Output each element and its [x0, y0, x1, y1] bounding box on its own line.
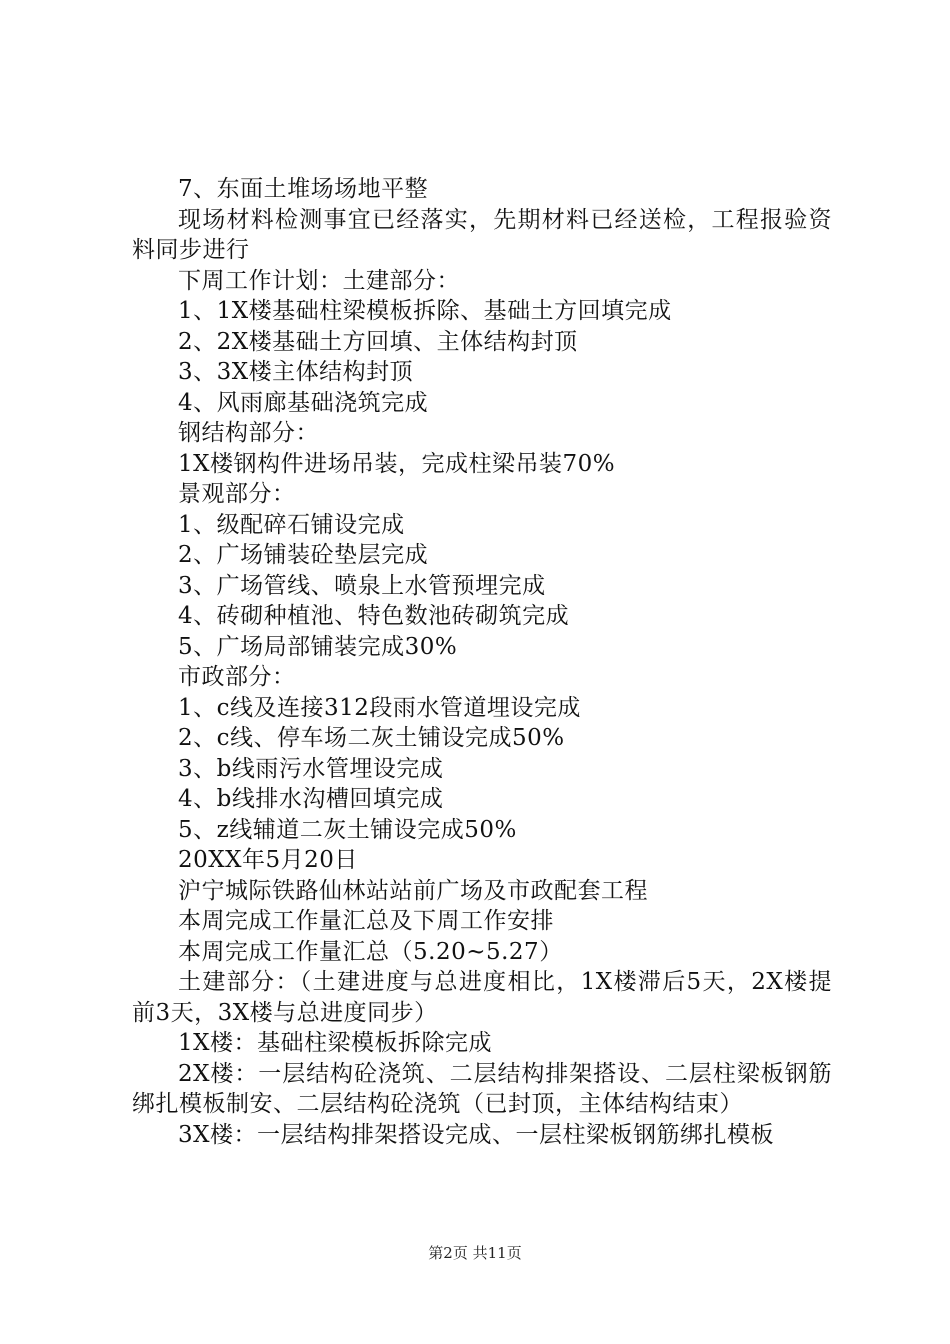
page-footer — [0, 1243, 950, 1263]
paragraph: 20XX年5月20日 — [178, 847, 358, 873]
paragraph: 3、广场管线、喷泉上水管预埋完成 — [178, 572, 546, 599]
paragraph: 现场材料检测事宜已经落实，先期材料已经送检，工程报验资料同步进行 — [132, 206, 832, 263]
paragraph: 4、风雨廊基础浇筑完成 — [178, 389, 429, 416]
paragraph: 1、级配碎石铺设完成 — [178, 511, 405, 538]
paragraph: 2、c线、停车场二灰土铺设完成50% — [178, 725, 565, 751]
paragraph: 2、2X楼基础土方回填、主体结构封顶 — [178, 328, 578, 355]
page-number: 第2页 共11页 — [428, 1244, 522, 1262]
paragraph: 市政部分： — [178, 664, 296, 690]
paragraph: 3、b线雨污水管埋设完成 — [178, 755, 444, 782]
paragraph: 4、砖砌种植池、特色数池砖砌筑完成 — [178, 603, 570, 629]
paragraph: 3X楼：一层结构排架搭设完成、一层柱梁板钢筋绑扎模板 — [178, 1121, 775, 1148]
paragraph: 沪宁城际铁路仙林站站前广场及市政配套工程 — [178, 877, 648, 904]
paragraph: 4、b线排水沟槽回填完成 — [178, 786, 444, 812]
paragraph: 本周完成工作量汇总（5.20~5.27） — [178, 938, 563, 965]
paragraph: 2、广场铺装砼垫层完成 — [178, 542, 429, 568]
paragraph: 1、c线及连接312段雨水管道埋设完成 — [178, 694, 581, 721]
paragraph: 1X楼：基础柱梁模板拆除完成 — [178, 1030, 493, 1056]
paragraph: 钢结构部分： — [178, 420, 319, 446]
paragraph: 5、广场局部铺装完成30% — [178, 633, 458, 660]
document-body — [132, 174, 832, 1150]
paragraph: 5、z线辅道二灰土铺设完成50% — [178, 816, 517, 843]
paragraph: 2X楼：一层结构砼浇筑、二层结构排架搭设、二层柱梁板钢筋绑扎模板制安、二层结构砼浇筑（已封顶，主体结构结束） — [132, 1060, 832, 1117]
paragraph: 下周工作计划：土建部分： — [178, 267, 460, 294]
paragraph: 土建部分：（土建进度与总进度相比，1X楼滞后5天，2X楼提前3天，3X楼与总进度同步） — [132, 969, 832, 1026]
paragraph: 本周完成工作量汇总及下周工作安排 — [178, 908, 554, 934]
paragraph: 7、东面土堆场场地平整 — [178, 176, 429, 202]
paragraph: 3、3X楼主体结构封顶 — [178, 359, 414, 385]
paragraph: 景观部分： — [178, 481, 296, 507]
paragraph: 1、1X楼基础柱梁模板拆除、基础土方回填完成 — [178, 298, 672, 324]
paragraph: 1X楼钢构件进场吊装，完成柱梁吊装70% — [178, 450, 616, 477]
